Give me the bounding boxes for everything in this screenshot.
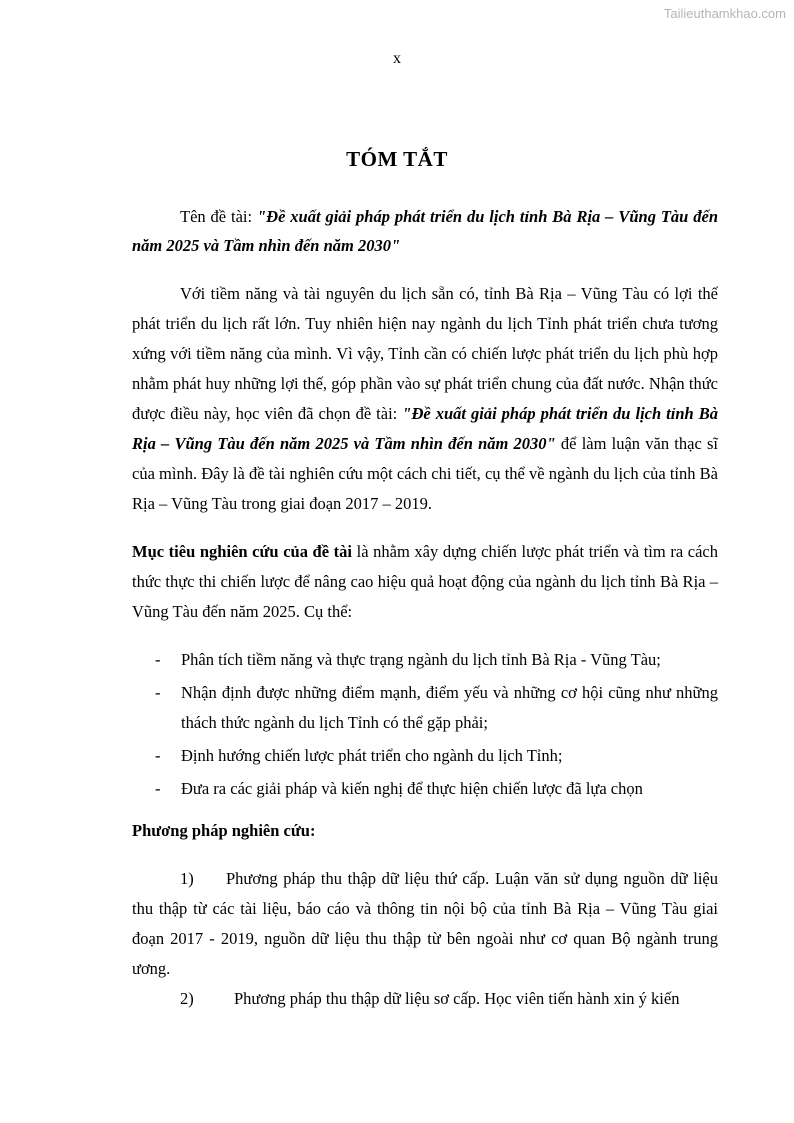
list-item-text: Nhận định được những điểm mạnh, điểm yếu và những cơ hội cũng như những thách thức ngành du lịch Tỉnh có thể gặp phải; [181,683,718,732]
objective-text: là nhằm xây dựng chiến lược phát triển và tìm ra cách thức thực thi chiến lược để nâng cao hiệu quả hoạt động của ngành du lịch tỉnh Bà Rịa – Vũng Tàu đến năm 2025. Cụ thể: [132,542,718,621]
topic-label: Tên đề tài: [180,207,257,226]
bullet-dash: - [155,683,161,702]
watermark-text: Tailieuthamkhao.com [663,6,786,21]
bullet-dash: - [155,746,161,765]
method-item [132,984,718,1014]
objective-heading: Mục tiêu nghiên cứu của đề tài [132,542,352,561]
topic-paragraph [132,202,718,260]
list-item-text: Đưa ra các giải pháp và kiến nghị để thực hiện chiến lược đã lựa chọn [181,779,643,798]
intro-text-before: Với tiềm năng và tài nguyên du lịch sẵn có, tỉnh Bà Rịa – Vũng Tàu có lợi thế phát triển du lịch rất lớn. Tuy nhiên hiện nay ngành du lịch Tỉnh phát triển chưa tương xứng với tiềm năng của mình. Vì vậy, Tỉnh cần có chiến lược phát triển du lịch phù hợp nhằm phát huy những lợi thế, góp phần vào sự phát triển chung của đất nước. Nhận thức được điều này, học viên đã chọn đề tài: [132,284,718,423]
objective-paragraph [132,537,718,627]
list-item [132,678,718,738]
bullet-dash: - [155,779,161,798]
page-number: x [393,50,401,67]
list-item [132,741,718,771]
intro-topic-emphasis: "Đề xuất giải pháp phát triển du lịch tỉnh Bà Rịa – Vũng Tàu đến năm 2025 và Tầm nhìn đến năm 2030" [132,404,718,453]
method-number: 2) [180,989,194,1008]
method-text: Phương pháp thu thập dữ liệu thứ cấp. Luận văn sử dụng nguồn dữ liệu thu thập từ các tài liệu, báo cáo và thông tin nội bộ của tỉnh Bà Rịa – Vũng Tàu giai đoạn 2017 - 2019, nguồn dữ liệu thu thập từ bên ngoài như cơ quan Bộ ngành trung ương. [132,869,718,978]
intro-paragraph [132,279,718,519]
list-item-text: Phân tích tiềm năng và thực trạng ngành du lịch tỉnh Bà Rịa - Vũng Tàu; [181,650,661,669]
bullet-dash: - [155,650,161,669]
method-number: 1) [180,869,194,888]
methods-heading: Phương pháp nghiên cứu: [132,821,316,840]
list-item-text: Định hướng chiến lược phát triển cho ngành du lịch Tỉnh; [181,746,563,765]
topic-name: "Đề xuất giải pháp phát triển du lịch tỉnh Bà Rịa – Vũng Tàu đến năm 2025 và Tầm nhìn đến năm 2030" [132,207,718,255]
list-item [132,645,718,675]
method-item [132,864,718,984]
objective-list [132,645,718,807]
intro-text-after: để làm luận văn thạc sĩ của mình. Đây là đề tài nghiên cứu một cách chi tiết, cụ thể về ngành du lịch của tỉnh Bà Rịa – Vũng Tàu trong giai đoạn 2017 – 2019. [132,434,718,513]
method-text: Phương pháp thu thập dữ liệu sơ cấp. Học viên tiến hành xin ý kiến [234,989,680,1008]
list-item [132,774,718,804]
page-title: TÓM TẮT [346,147,448,171]
